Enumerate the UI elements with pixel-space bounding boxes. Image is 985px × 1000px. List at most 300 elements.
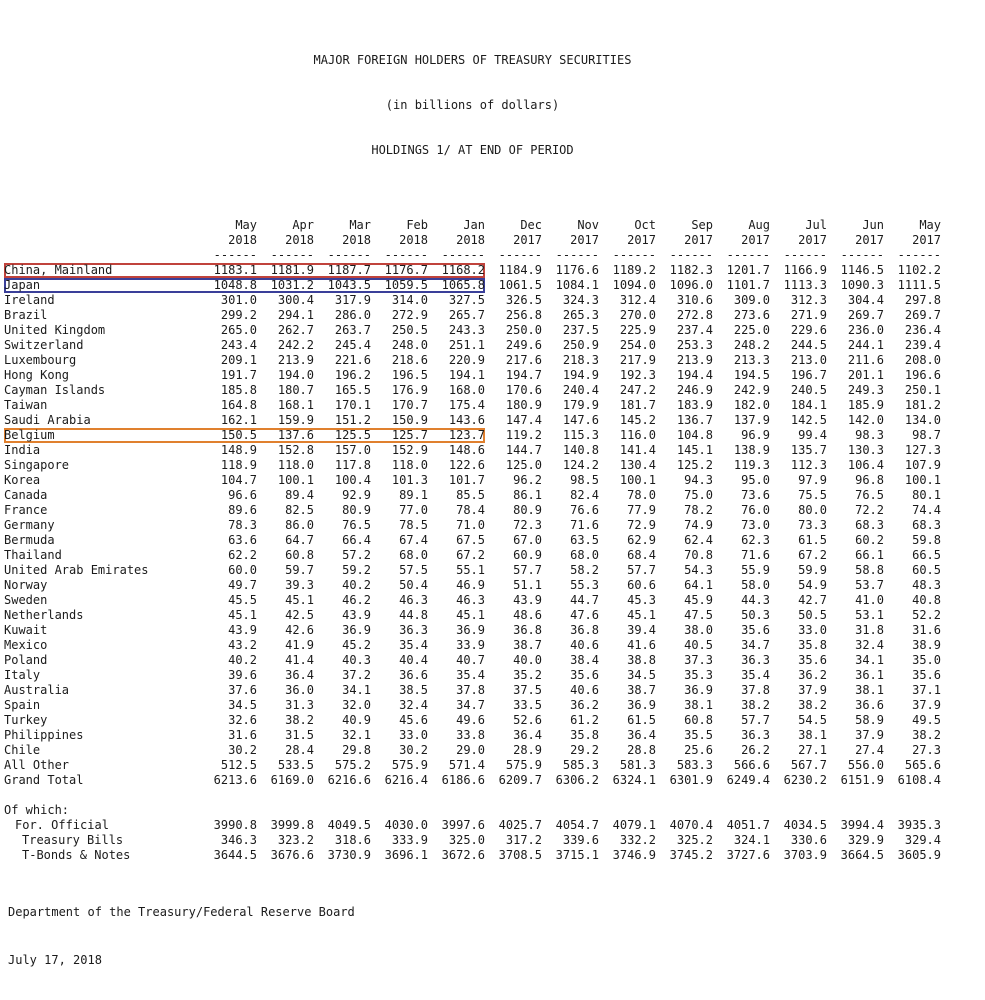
column-header	[485, 218, 542, 263]
value-cell: 575.9	[391, 758, 428, 772]
value-cell: 4079.1	[612, 818, 656, 832]
header-year: 2017	[855, 233, 884, 247]
value-cell: 4034.5	[783, 818, 827, 832]
value-cell: 37.3	[684, 653, 713, 667]
value-cell: 332.2	[619, 833, 656, 847]
value-cell: 300.4	[277, 293, 314, 307]
value-cell: 76.6	[570, 503, 599, 517]
value-cell: 36.9	[342, 623, 371, 637]
value-cell: 3935.3	[897, 818, 941, 832]
row-label: Grand Total	[4, 773, 84, 787]
value-cell: 35.6	[798, 653, 827, 667]
value-cell: 248.2	[733, 338, 770, 352]
value-cell: 299.2	[220, 308, 257, 322]
value-cell: 6249.4	[726, 773, 770, 787]
header-year: 2018	[342, 233, 371, 247]
value-cell: 44.3	[741, 593, 770, 607]
value-cell: 38.9	[912, 638, 941, 652]
value-cell: 31.6	[912, 623, 941, 637]
value-cell: 6216.6	[327, 773, 371, 787]
value-cell: 250.5	[391, 323, 428, 337]
table-row	[4, 323, 941, 338]
value-cell: 63.6	[228, 533, 257, 547]
value-cell: 40.3	[342, 653, 371, 667]
value-cell: 35.8	[798, 638, 827, 652]
header-month: Aug	[748, 218, 770, 232]
value-cell: 6209.7	[498, 773, 542, 787]
value-cell: 141.4	[619, 443, 656, 457]
value-cell: 68.3	[855, 518, 884, 532]
value-cell: 60.2	[855, 533, 884, 547]
value-cell: 265.7	[448, 308, 485, 322]
value-cell: 42.5	[285, 608, 314, 622]
value-cell: 240.5	[790, 383, 827, 397]
value-cell: 251.1	[448, 338, 485, 352]
value-cell: 565.6	[904, 758, 941, 772]
value-cell: 60.8	[285, 548, 314, 562]
value-cell: 1111.5	[897, 278, 941, 292]
header-year: 2018	[456, 233, 485, 247]
value-cell: 53.1	[855, 608, 884, 622]
table-row	[4, 848, 941, 863]
table-row	[4, 728, 941, 743]
value-cell: 96.9	[741, 428, 770, 442]
value-cell: 54.5	[798, 713, 827, 727]
value-cell: 4025.7	[498, 818, 542, 832]
value-cell: 38.4	[570, 653, 599, 667]
value-cell: 36.0	[285, 683, 314, 697]
table-head	[4, 218, 941, 263]
value-cell: 248.0	[391, 338, 428, 352]
value-cell: 1102.2	[897, 263, 941, 277]
value-cell: 247.2	[619, 383, 656, 397]
value-cell: 73.0	[741, 518, 770, 532]
value-cell: 34.1	[855, 653, 884, 667]
value-cell: 1146.5	[840, 263, 884, 277]
value-cell: 196.6	[904, 368, 941, 382]
value-cell: 78.2	[684, 503, 713, 517]
value-cell: 6324.1	[612, 773, 656, 787]
value-cell: 68.3	[912, 518, 941, 532]
value-cell: 119.2	[505, 428, 542, 442]
row-label: Bermuda	[4, 533, 55, 547]
table-row	[4, 773, 941, 788]
value-cell: 57.7	[513, 563, 542, 577]
value-cell: 40.9	[342, 713, 371, 727]
value-cell: 46.3	[399, 593, 428, 607]
header-month: Dec	[520, 218, 542, 232]
value-cell: 41.9	[285, 638, 314, 652]
value-cell: 1182.3	[669, 263, 713, 277]
value-cell: 36.4	[627, 728, 656, 742]
table-row	[4, 413, 941, 428]
value-cell: 1031.2	[257, 278, 314, 293]
value-cell: 41.0	[855, 593, 884, 607]
value-cell: 32.6	[228, 713, 257, 727]
row-label: Norway	[4, 578, 48, 592]
row-label: Germany	[4, 518, 55, 532]
value-cell: 135.7	[790, 443, 827, 457]
value-cell: 31.3	[285, 698, 314, 712]
value-cell: 35.0	[912, 653, 941, 667]
header-dash: ------	[555, 248, 599, 262]
value-cell: 136.7	[676, 413, 713, 427]
value-cell: 68.0	[399, 548, 428, 562]
table-row	[4, 818, 941, 833]
value-cell: 61.5	[798, 533, 827, 547]
row-label: Poland	[4, 653, 48, 667]
value-cell: 323.2	[277, 833, 314, 847]
row-label: Hong Kong	[4, 368, 70, 382]
value-cell: 125.7	[371, 428, 428, 443]
value-cell: 78.3	[228, 518, 257, 532]
value-cell: 170.1	[334, 398, 371, 412]
value-cell: 3696.1	[384, 848, 428, 862]
value-cell: 39.6	[228, 668, 257, 682]
value-cell: 36.1	[855, 668, 884, 682]
row-label: Spain	[4, 698, 41, 712]
header-year: 2017	[741, 233, 770, 247]
value-cell: 118.0	[277, 458, 314, 472]
value-cell: 1183.1	[200, 263, 257, 278]
value-cell: 96.8	[855, 473, 884, 487]
value-cell: 237.5	[562, 323, 599, 337]
value-cell: 218.3	[562, 353, 599, 367]
value-cell: 40.6	[570, 683, 599, 697]
value-cell: 253.3	[676, 338, 713, 352]
value-cell: 74.9	[684, 518, 713, 532]
value-cell: 217.6	[505, 353, 542, 367]
row-label: France	[4, 503, 48, 517]
value-cell: 273.6	[733, 308, 770, 322]
value-cell: 150.5	[200, 428, 257, 443]
table-row	[4, 398, 941, 413]
value-cell: 45.9	[684, 593, 713, 607]
column-header	[200, 218, 257, 263]
value-cell: 80.9	[342, 503, 371, 517]
value-cell: 310.6	[676, 293, 713, 307]
column-header	[428, 218, 485, 263]
value-cell: 27.1	[798, 743, 827, 757]
value-cell: 36.9	[627, 698, 656, 712]
value-cell: 3730.9	[327, 848, 371, 862]
value-cell: 125.2	[676, 458, 713, 472]
value-cell: 137.6	[257, 428, 314, 443]
value-cell: 151.2	[334, 413, 371, 427]
header-dash: ------	[270, 248, 314, 262]
value-cell: 45.1	[285, 593, 314, 607]
value-cell: 1096.0	[669, 278, 713, 292]
value-cell: 3644.5	[213, 848, 257, 862]
header-month: Jul	[805, 218, 827, 232]
table-row	[4, 608, 941, 623]
value-cell: 52.6	[513, 713, 542, 727]
header-year: 2018	[228, 233, 257, 247]
value-cell: 37.9	[798, 683, 827, 697]
value-cell: 213.0	[790, 353, 827, 367]
value-cell: 152.9	[391, 443, 428, 457]
value-cell: 35.4	[399, 638, 428, 652]
row-label: Singapore	[4, 458, 70, 472]
column-header	[371, 218, 428, 263]
header-month: May	[235, 218, 257, 232]
column-header	[884, 218, 941, 263]
value-cell: 33.0	[798, 623, 827, 637]
footer-date: July 17, 2018	[8, 953, 102, 967]
value-cell: 57.5	[399, 563, 428, 577]
value-cell: 118.0	[391, 458, 428, 472]
header-year: 2017	[627, 233, 656, 247]
value-cell: 242.9	[733, 383, 770, 397]
value-cell: 265.0	[220, 323, 257, 337]
report-title-block	[4, 23, 941, 188]
value-cell: 6151.9	[840, 773, 884, 787]
row-label: Saudi Arabia	[4, 413, 91, 427]
value-cell: 67.2	[798, 548, 827, 562]
column-header	[257, 218, 314, 263]
value-cell: 286.0	[334, 308, 371, 322]
value-cell: 46.2	[342, 593, 371, 607]
value-cell: 217.9	[619, 353, 656, 367]
value-cell: 512.5	[220, 758, 257, 772]
table-row	[4, 338, 941, 353]
value-cell: 57.7	[627, 563, 656, 577]
value-cell: 209.1	[220, 353, 257, 367]
value-cell: 6108.4	[897, 773, 941, 787]
value-cell: 36.9	[456, 623, 485, 637]
value-cell: 575.9	[505, 758, 542, 772]
value-cell: 48.6	[513, 608, 542, 622]
value-cell: 46.9	[456, 578, 485, 592]
value-cell: 6216.4	[384, 773, 428, 787]
row-label: Korea	[4, 473, 41, 487]
value-cell: 38.2	[741, 698, 770, 712]
value-cell: 1201.7	[726, 263, 770, 277]
value-cell: 32.1	[342, 728, 371, 742]
value-cell: 68.4	[627, 548, 656, 562]
value-cell: 38.1	[798, 728, 827, 742]
value-cell: 142.0	[847, 413, 884, 427]
value-cell: 38.8	[627, 653, 656, 667]
value-cell: 3715.1	[555, 848, 599, 862]
value-cell: 162.1	[220, 413, 257, 427]
value-cell: 57.2	[342, 548, 371, 562]
value-cell: 43.9	[342, 608, 371, 622]
header-year: 2017	[684, 233, 713, 247]
value-cell: 236.4	[904, 323, 941, 337]
header-year: 2017	[798, 233, 827, 247]
value-cell: 272.9	[391, 308, 428, 322]
value-cell: 35.5	[684, 728, 713, 742]
holdings-table	[4, 218, 941, 863]
value-cell: 29.8	[342, 743, 371, 757]
value-cell: 140.8	[562, 443, 599, 457]
value-cell: 67.0	[513, 533, 542, 547]
table-row	[4, 698, 941, 713]
header-year: 2017	[570, 233, 599, 247]
value-cell: 55.1	[456, 563, 485, 577]
header-dash: ------	[840, 248, 884, 262]
value-cell: 71.0	[456, 518, 485, 532]
value-cell: 40.2	[342, 578, 371, 592]
value-cell: 45.1	[627, 608, 656, 622]
value-cell: 35.3	[684, 668, 713, 682]
value-cell: 43.9	[228, 623, 257, 637]
value-cell: 58.2	[570, 563, 599, 577]
value-cell: 33.0	[399, 728, 428, 742]
value-cell: 185.9	[847, 398, 884, 412]
value-cell: 152.8	[277, 443, 314, 457]
value-cell: 329.4	[904, 833, 941, 847]
value-cell: 194.4	[676, 368, 713, 382]
header-month: Apr	[292, 218, 314, 232]
value-cell: 243.3	[448, 323, 485, 337]
value-cell: 3664.5	[840, 848, 884, 862]
value-cell: 6186.6	[441, 773, 485, 787]
value-cell: 38.7	[513, 638, 542, 652]
value-cell: 1084.1	[555, 278, 599, 292]
value-cell: 33.9	[456, 638, 485, 652]
value-cell: 312.3	[790, 293, 827, 307]
value-cell: 249.3	[847, 383, 884, 397]
value-cell: 1061.5	[498, 278, 542, 292]
value-cell: 76.0	[741, 503, 770, 517]
value-cell: 54.9	[798, 578, 827, 592]
value-cell: 249.6	[505, 338, 542, 352]
value-cell: 6213.6	[213, 773, 257, 787]
value-cell: 101.7	[448, 473, 485, 487]
value-cell: 58.0	[741, 578, 770, 592]
header-row	[4, 218, 941, 263]
value-cell: 1176.7	[371, 263, 428, 278]
value-cell: 51.1	[513, 578, 542, 592]
value-cell: 294.1	[277, 308, 314, 322]
value-cell: 76.5	[342, 518, 371, 532]
row-label: Japan	[4, 278, 200, 293]
table-row	[4, 668, 941, 683]
column-header	[599, 218, 656, 263]
value-cell: 148.6	[448, 443, 485, 457]
value-cell: 60.5	[912, 563, 941, 577]
value-cell: 38.1	[855, 683, 884, 697]
value-cell: 41.6	[627, 638, 656, 652]
value-cell: 80.9	[513, 503, 542, 517]
value-cell: 55.9	[741, 563, 770, 577]
value-cell: 196.2	[334, 368, 371, 382]
value-cell: 329.9	[847, 833, 884, 847]
value-cell: 6230.2	[783, 773, 827, 787]
value-cell: 104.8	[676, 428, 713, 442]
value-cell: 3746.9	[612, 848, 656, 862]
value-cell: 49.5	[912, 713, 941, 727]
value-cell: 33.8	[456, 728, 485, 742]
value-cell: 6169.0	[270, 773, 314, 787]
header-dash: ------	[669, 248, 713, 262]
value-cell: 246.9	[676, 383, 713, 397]
value-cell: 1113.3	[783, 278, 827, 292]
value-cell: 85.5	[456, 488, 485, 502]
value-cell: 33.5	[513, 698, 542, 712]
value-cell: 147.6	[562, 413, 599, 427]
table-row	[4, 293, 941, 308]
value-cell: 147.4	[505, 413, 542, 427]
value-cell: 144.7	[505, 443, 542, 457]
value-cell: 220.9	[448, 353, 485, 367]
header-month: Feb	[406, 218, 428, 232]
value-cell: 1048.8	[200, 278, 257, 293]
of-which-label: Of which:	[4, 803, 70, 817]
value-cell: 37.9	[855, 728, 884, 742]
table-row-japan-highlighted	[4, 278, 941, 293]
value-cell: 59.2	[342, 563, 371, 577]
value-cell: 181.7	[619, 398, 656, 412]
row-label: Switzerland	[4, 338, 84, 352]
value-cell: 4049.5	[327, 818, 371, 832]
value-cell: 304.4	[847, 293, 884, 307]
value-cell: 29.0	[456, 743, 485, 757]
value-cell: 98.3	[855, 428, 884, 442]
value-cell: 269.7	[904, 308, 941, 322]
value-cell: 30.2	[228, 743, 257, 757]
value-cell: 28.9	[513, 743, 542, 757]
value-cell: 122.6	[448, 458, 485, 472]
value-cell: 194.1	[448, 368, 485, 382]
value-cell: 40.7	[456, 653, 485, 667]
value-cell: 47.5	[684, 608, 713, 622]
value-cell: 575.2	[334, 758, 371, 772]
value-cell: 104.7	[220, 473, 257, 487]
value-cell: 185.8	[220, 383, 257, 397]
value-cell: 40.4	[399, 653, 428, 667]
value-cell: 66.5	[912, 548, 941, 562]
value-cell: 77.9	[627, 503, 656, 517]
value-cell: 39.3	[285, 578, 314, 592]
value-cell: 1090.3	[840, 278, 884, 292]
value-cell: 31.8	[855, 623, 884, 637]
value-cell: 89.4	[285, 488, 314, 502]
value-cell: 6301.9	[669, 773, 713, 787]
value-cell: 250.1	[904, 383, 941, 397]
row-label: Netherlands	[4, 608, 84, 622]
value-cell: 39.4	[627, 623, 656, 637]
value-cell: 243.4	[220, 338, 257, 352]
table-body	[4, 263, 941, 863]
value-cell: 100.1	[619, 473, 656, 487]
value-cell: 95.0	[741, 473, 770, 487]
value-cell: 31.5	[285, 728, 314, 742]
value-cell: 297.8	[904, 293, 941, 307]
spacer	[4, 788, 941, 803]
value-cell: 184.1	[790, 398, 827, 412]
value-cell: 36.3	[399, 623, 428, 637]
header-year: 2018	[399, 233, 428, 247]
value-cell: 271.9	[790, 308, 827, 322]
value-cell: 94.3	[684, 473, 713, 487]
value-cell: 45.1	[228, 608, 257, 622]
value-cell: 175.4	[448, 398, 485, 412]
value-cell: 34.7	[741, 638, 770, 652]
value-cell: 324.1	[733, 833, 770, 847]
value-cell: 68.0	[570, 548, 599, 562]
value-cell: 36.3	[741, 728, 770, 742]
value-cell: 28.8	[627, 743, 656, 757]
value-cell: 142.5	[790, 413, 827, 427]
table-row	[4, 578, 941, 593]
value-cell: 201.1	[847, 368, 884, 382]
row-label: T-Bonds & Notes	[22, 848, 131, 862]
value-cell: 64.1	[684, 578, 713, 592]
value-cell: 86.1	[513, 488, 542, 502]
